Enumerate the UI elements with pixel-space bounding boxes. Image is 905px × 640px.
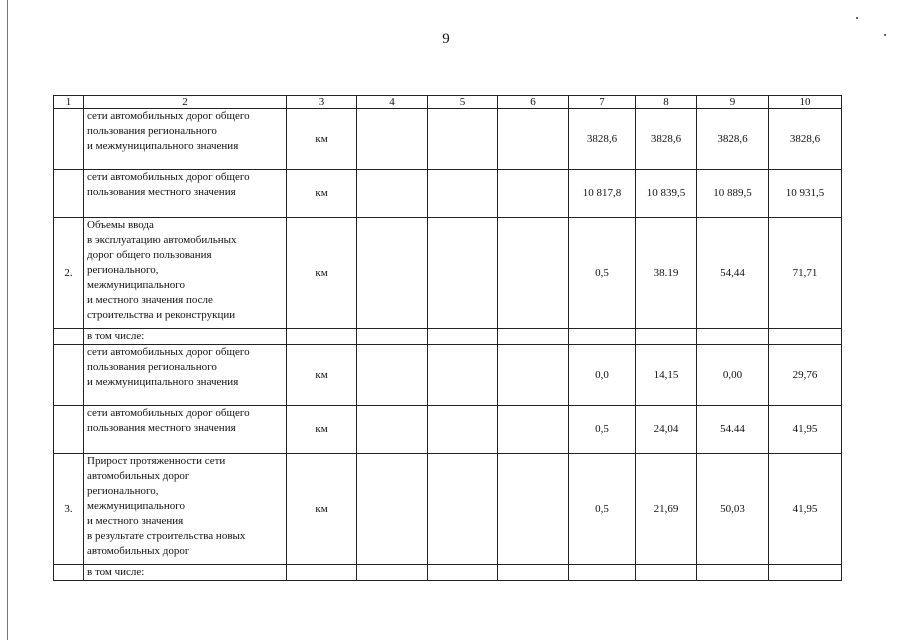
value-col4 xyxy=(357,565,428,581)
value-col4 xyxy=(357,170,428,218)
row-number xyxy=(54,109,84,170)
value-col4 xyxy=(357,329,428,345)
unit-cell xyxy=(287,329,357,345)
value-col8: 14,15 xyxy=(636,345,697,406)
row-number: 3. xyxy=(54,454,84,565)
column-header: 7 xyxy=(569,96,636,109)
table-row xyxy=(54,109,842,170)
value-col7: 3828,6 xyxy=(569,109,636,170)
row-name: в том числе: xyxy=(84,565,287,581)
unit-cell: км xyxy=(287,406,357,454)
value-col9: 50,03 xyxy=(697,454,769,565)
row-number xyxy=(54,170,84,218)
table-header-row xyxy=(54,96,842,109)
value-col4 xyxy=(357,345,428,406)
scan-speck xyxy=(884,34,886,36)
table-row xyxy=(54,565,842,581)
value-col10: 29,76 xyxy=(769,345,842,406)
column-header: 1 xyxy=(54,96,84,109)
value-col6 xyxy=(498,565,569,581)
value-col7: 0,5 xyxy=(569,454,636,565)
value-col6 xyxy=(498,109,569,170)
row-name: Объемы ввода в эксплуатацию автомобильных дорог общего пользования регионального, межмуниципального и местного значения после строительства и реконструкции xyxy=(84,218,287,329)
value-col9: 10 889,5 xyxy=(697,170,769,218)
value-col7: 0,0 xyxy=(569,345,636,406)
value-col5 xyxy=(428,454,498,565)
value-col9 xyxy=(697,565,769,581)
column-header: 9 xyxy=(697,96,769,109)
value-col8: 3828,6 xyxy=(636,109,697,170)
unit-cell: км xyxy=(287,345,357,406)
row-number: 2. xyxy=(54,218,84,329)
unit-cell: км xyxy=(287,454,357,565)
value-col4 xyxy=(357,454,428,565)
value-col8: 24,04 xyxy=(636,406,697,454)
data-table xyxy=(53,95,842,581)
scan-speck xyxy=(856,17,858,19)
row-name: Прирост протяженности сети автомобильных дорог регионального, межмуниципального и местного значения в результате строительства новых автомобильных дорог xyxy=(84,454,287,565)
column-header: 5 xyxy=(428,96,498,109)
value-col6 xyxy=(498,345,569,406)
table-row xyxy=(54,454,842,565)
value-col4 xyxy=(357,109,428,170)
value-col10 xyxy=(769,329,842,345)
table-row xyxy=(54,170,842,218)
value-col7: 0,5 xyxy=(569,406,636,454)
value-col9: 3828,6 xyxy=(697,109,769,170)
value-col7 xyxy=(569,565,636,581)
unit-cell: км xyxy=(287,218,357,329)
unit-cell xyxy=(287,565,357,581)
value-col9 xyxy=(697,329,769,345)
page-number: 9 xyxy=(442,31,450,47)
value-col10 xyxy=(769,565,842,581)
row-number xyxy=(54,406,84,454)
unit-cell: км xyxy=(287,109,357,170)
column-header: 3 xyxy=(287,96,357,109)
value-col6 xyxy=(498,170,569,218)
value-col10: 10 931,5 xyxy=(769,170,842,218)
value-col8: 38.19 xyxy=(636,218,697,329)
value-col5 xyxy=(428,565,498,581)
value-col5 xyxy=(428,345,498,406)
value-col9: 54.44 xyxy=(697,406,769,454)
column-header: 6 xyxy=(498,96,569,109)
column-header: 10 xyxy=(769,96,842,109)
row-name: сети автомобильных дорог общего пользования регионального и межмуниципального значения xyxy=(84,345,287,406)
value-col10: 41,95 xyxy=(769,454,842,565)
value-col5 xyxy=(428,218,498,329)
value-col5 xyxy=(428,406,498,454)
value-col8 xyxy=(636,565,697,581)
value-col8: 21,69 xyxy=(636,454,697,565)
value-col4 xyxy=(357,406,428,454)
row-name: в том числе: xyxy=(84,329,287,345)
value-col9: 0,00 xyxy=(697,345,769,406)
row-number xyxy=(54,345,84,406)
column-header: 2 xyxy=(84,96,287,109)
value-col4 xyxy=(357,218,428,329)
value-col9: 54,44 xyxy=(697,218,769,329)
row-name: сети автомобильных дорог общего пользования местного значения xyxy=(84,406,287,454)
value-col5 xyxy=(428,109,498,170)
value-col10: 41,95 xyxy=(769,406,842,454)
row-name: сети автомобильных дорог общего пользования местного значения xyxy=(84,170,287,218)
table-row xyxy=(54,329,842,345)
value-col6 xyxy=(498,454,569,565)
value-col10: 3828,6 xyxy=(769,109,842,170)
column-header: 4 xyxy=(357,96,428,109)
table-row xyxy=(54,345,842,406)
value-col6 xyxy=(498,406,569,454)
value-col8 xyxy=(636,329,697,345)
value-col6 xyxy=(498,329,569,345)
table-row xyxy=(54,218,842,329)
value-col6 xyxy=(498,218,569,329)
value-col5 xyxy=(428,170,498,218)
value-col10: 71,71 xyxy=(769,218,842,329)
value-col7 xyxy=(569,329,636,345)
value-col8: 10 839,5 xyxy=(636,170,697,218)
page-left-edge xyxy=(7,0,8,640)
unit-cell: км xyxy=(287,170,357,218)
column-header: 8 xyxy=(636,96,697,109)
value-col5 xyxy=(428,329,498,345)
row-number xyxy=(54,329,84,345)
row-number xyxy=(54,565,84,581)
row-name: сети автомобильных дорог общего пользования регионального и межмуниципального значения xyxy=(84,109,287,170)
value-col7: 10 817,8 xyxy=(569,170,636,218)
value-col7: 0,5 xyxy=(569,218,636,329)
table-row xyxy=(54,406,842,454)
